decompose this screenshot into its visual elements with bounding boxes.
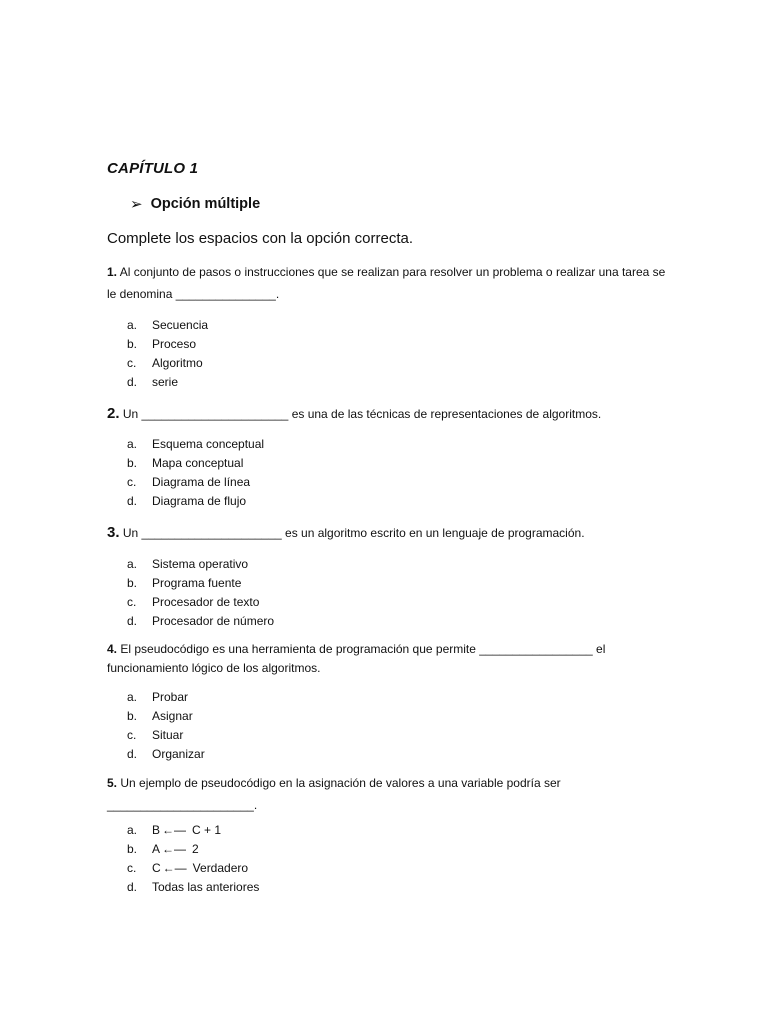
question-text: Un ______________________ es una de las técnicas de representaciones de algoritmos. bbox=[122, 407, 602, 421]
left-arrow-icon: ←— bbox=[162, 822, 187, 837]
option-d: d. Organizar bbox=[127, 746, 205, 761]
question-5 bbox=[107, 772, 667, 816]
left-arrow-icon: ←— bbox=[162, 841, 187, 856]
option-d: d. Todas las anteriores bbox=[127, 879, 260, 894]
option-b: b. Programa fuente bbox=[127, 575, 242, 590]
question-text: Un _____________________ es un algoritmo escrito en un lenguaje de programación. bbox=[122, 526, 585, 540]
option-b: b. Asignar bbox=[127, 708, 193, 723]
option-b: b. Mapa conceptual bbox=[127, 455, 244, 470]
option-c: c. Procesador de texto bbox=[127, 594, 260, 609]
question-number: 4. bbox=[107, 642, 118, 656]
section-title: Opción múltiple bbox=[150, 196, 261, 212]
options-3 bbox=[127, 554, 274, 630]
options-2 bbox=[127, 434, 264, 510]
option-a: a. Sistema operativo bbox=[127, 556, 249, 571]
question-1 bbox=[107, 261, 667, 305]
option-c: c. C ←— Verdadero bbox=[127, 860, 249, 875]
question-number: 3. bbox=[107, 524, 120, 541]
option-a: a. B ←— C + 1 bbox=[127, 822, 222, 837]
question-text: Al conjunto de pasos o instrucciones que se realizan para resolver un problema o realizar una tarea se le denomina _______________. bbox=[107, 265, 666, 301]
option-a: a. Probar bbox=[127, 689, 189, 704]
option-d: d. Diagrama de flujo bbox=[127, 493, 247, 508]
option-d: d. serie bbox=[127, 374, 179, 389]
question-text: El pseudocódigo es una herramienta de programación que permite _________________ el funcionamiento lógico de los algoritmos. bbox=[107, 642, 606, 675]
question-number: 2. bbox=[107, 405, 120, 422]
options-4 bbox=[127, 687, 205, 763]
question-number: 5. bbox=[107, 776, 118, 790]
question-2 bbox=[107, 403, 667, 425]
option-c: c. Situar bbox=[127, 727, 184, 742]
option-b: b. A ←— 2 bbox=[127, 841, 199, 856]
question-text: Un ejemplo de pseudocódigo en la asignación de valores a una variable podría ser ______________________. bbox=[107, 776, 561, 812]
question-number: 1. bbox=[107, 265, 118, 279]
question-4 bbox=[107, 640, 667, 678]
option-a: a. Secuencia bbox=[127, 317, 209, 332]
option-d: d. Procesador de número bbox=[127, 613, 275, 628]
instruction-text: Complete los espacios con la opción correcta. bbox=[107, 230, 413, 247]
option-c: c. Algoritmo bbox=[127, 355, 203, 370]
arrow-bullet-icon: ➢ bbox=[130, 195, 143, 213]
option-a: a. Esquema conceptual bbox=[127, 436, 265, 451]
chapter-title: CAPÍTULO 1 bbox=[107, 160, 199, 177]
section-heading bbox=[130, 196, 260, 212]
left-arrow-icon: ←— bbox=[162, 860, 187, 875]
options-1 bbox=[127, 315, 208, 391]
options-5 bbox=[127, 820, 259, 896]
option-c: c. Diagrama de línea bbox=[127, 474, 251, 489]
question-3 bbox=[107, 522, 667, 544]
option-b: b. Proceso bbox=[127, 336, 197, 351]
